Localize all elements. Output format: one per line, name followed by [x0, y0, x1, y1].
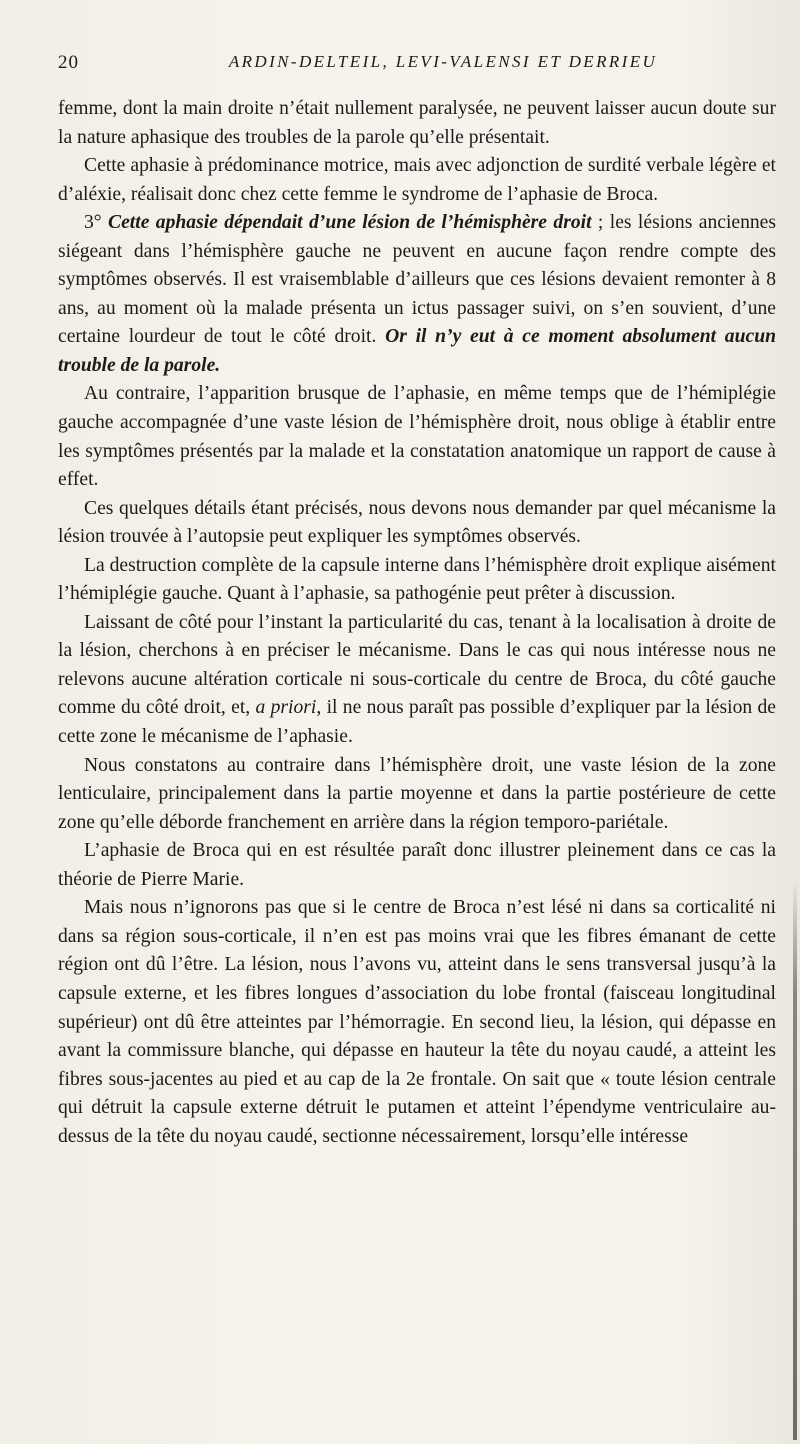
text-run: Cette aphasie à prédominance motrice, mais avec adjonction de surdité verbale légère et d’aléxie, réalisait donc chez cette femme le syndrome de l’aphasie de Broca. — [58, 155, 776, 205]
text-run: 3° — [84, 212, 109, 234]
running-header — [58, 52, 778, 78]
emphasis-text: Cette aphasie dépendait d’une lésion de l’hémisphère droit — [108, 212, 592, 234]
paragraph — [58, 894, 776, 1151]
running-title: ARDIN-DELTEIL, LEVI-VALENSI ET DERRIEU — [228, 52, 658, 71]
page-number: 20 — [58, 52, 79, 73]
paragraph — [58, 495, 776, 552]
paragraph — [58, 752, 776, 838]
text-run: femme, dont la main droite n’était nullement paralysée, ne peuvent laisser aucun doute sur la nature aphasique des troubles de la parole qu’elle présentait. — [58, 98, 776, 148]
text-run: Au contraire, l’apparition brusque de l’aphasie, en même temps que de l’hémiplégie gauche accompagnée d’une vaste lésion de l’hémisphère droit, nous oblige à établir entre les symptômes présentés par la malade et la constatation anatomique un rapport de cause à effet. — [58, 383, 776, 491]
text-run: La destruction complète de la capsule interne dans l’hémisphère droit explique aisément l’hémiplégie gauche. Quant à l’aphasie, sa pathogénie peut prêter à discussion. — [58, 554, 776, 605]
text-run: ; les lésions anciennes siégeant dans l’hémisphère gauche ne peuvent en aucune façon rendre compte des symptômes observés. Il est vraisemblable d’ailleurs que ces lésions devaient remonter à 8 ans, au moment où la malade présenta un ictus passager suivi, on s’en souvient, d’une certaine lourdeur de tout le côté droit. — [58, 212, 776, 348]
text-run: Ces quelques détails étant précisés, nous devons nous demander par quel mécanisme la lésion trouvée à l’autopsie peut expliquer les symptômes observés. — [58, 497, 776, 548]
text-run: , il ne nous paraît pas possible d’expliquer par la lésion de cette zone le mécanisme de l’aphasie. — [58, 697, 776, 748]
italic-text: a priori — [255, 697, 317, 719]
paragraph — [58, 609, 776, 752]
paragraph — [58, 209, 776, 380]
paragraph — [58, 95, 776, 152]
text-run: Nous constatons au contraire dans l’hémisphère droit, une vaste lésion de la zone lenticulaire, principalement dans la partie moyenne et dans la partie postérieure de cette zone qu’elle déborde franchement en arrière dans la région temporo-pariétale. — [58, 754, 776, 833]
body-text — [58, 95, 776, 1151]
text-run: L’aphasie de Broca qui en est résultée paraît donc illustrer pleinement dans ce cas la théorie de Pierre Marie. — [58, 840, 776, 890]
emphasis-text: Or il n’y eut à ce moment absolument aucun trouble de la parole. — [58, 326, 776, 376]
paragraph — [58, 152, 776, 209]
page-edge-shadow — [793, 880, 797, 1440]
text-run: Mais nous n’ignorons pas que si le centre de Broca n’est lésé ni dans sa corticalité ni dans sa région sous-corticale, il n’en est pas moins vrai que les fibres émanant de cette région ont dû l’être. La lésion, nous l’avons vu, atteint dans le sens transversal jusqu’à la capsule externe, et les fibres longues d’association du lobe frontal (faisceau longitudinal supérieur) ont dû être atteintes par l’hémorragie. En second lieu, la lésion, qui dépasse en avant la commissure blanche, qui dépasse en hauteur la tête du noyau caudé, a atteint les fibres sous-jacentes au pied et au cap de la 2e frontale. On sait que « toute lésion centrale qui détruit la capsule externe détruit le putamen et atteint l’épendyme ventriculaire au-dessus de la tête du noyau caudé, sectionne nécessairement, lorsqu’elle intéresse — [58, 897, 776, 1147]
text-run: Laissant de côté pour l’instant la particularité du cas, tenant à la localisation à droite de la lésion, cherchons à en préciser le mécanisme. Dans le cas qui nous intéresse nous ne relevons aucune altération corticale ni sous-corticale du centre de Broca, du côté gauche comme du côté droit, et, — [58, 611, 776, 719]
paragraph — [58, 380, 776, 494]
paragraph — [58, 837, 776, 894]
paragraph — [58, 552, 776, 609]
